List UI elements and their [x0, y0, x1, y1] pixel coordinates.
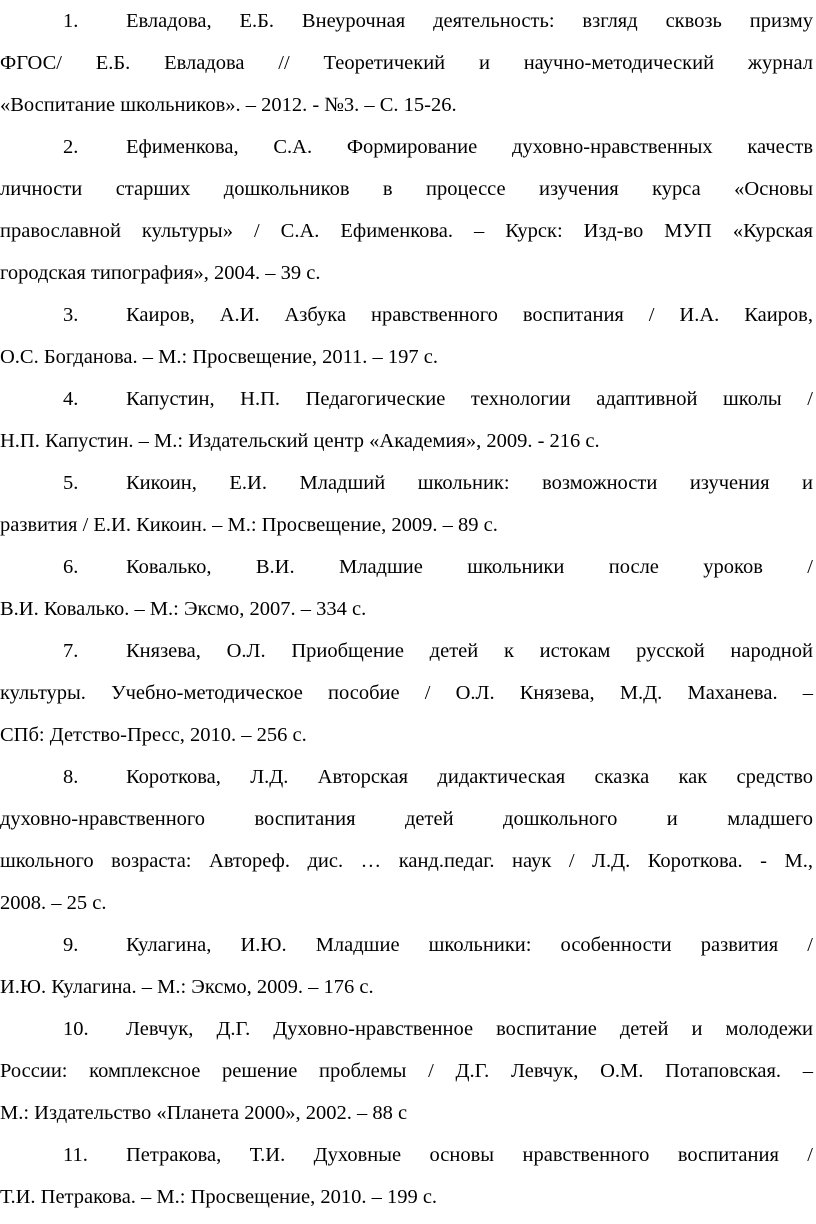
- reference-item: [0, 1008, 813, 1134]
- reference-item: [0, 630, 813, 756]
- reference-text: Петракова, Т.И. Духовные основы нравственного воспитания /: [126, 1144, 813, 1166]
- reference-line: О.С. Богданова. – М.: Просвещение, 2011. – 197 с.: [0, 346, 439, 368]
- reference-number: 7.: [63, 640, 79, 662]
- reference-line: школьного возраста: Автореф. дис. … канд.педаг. наук / Л.Д. Короткова. - М.,: [0, 850, 813, 872]
- reference-line: [0, 378, 813, 420]
- reference-text: Левчук, Д.Г. Духовно-нравственное воспитание детей и молодежи: [126, 1018, 813, 1040]
- reference-line: [0, 1134, 813, 1176]
- reference-line: культуры. Учебно-методическое пособие / О.Л. Князева, М.Д. Маханева. –: [0, 682, 813, 704]
- reference-number: 5.: [63, 472, 79, 494]
- reference-number: 4.: [63, 388, 79, 410]
- reference-item: [0, 1134, 813, 1218]
- reference-text: Ефименкова, С.А. Формирование духовно-нравственных качеств: [126, 136, 813, 158]
- reference-item: [0, 924, 813, 1008]
- reference-line: [0, 1008, 813, 1050]
- reference-line: [0, 924, 813, 966]
- reference-line: СПб: Детство-Пресс, 2010. – 256 с.: [0, 724, 307, 746]
- reference-line: [0, 462, 813, 504]
- reference-line: «Воспитание школьников». – 2012. - №3. – С. 15-26.: [0, 94, 457, 116]
- reference-item: [0, 546, 813, 630]
- reference-text: Каиров, А.И. Азбука нравственного воспитания / И.А. Каиров,: [126, 304, 813, 326]
- reference-item: [0, 126, 813, 294]
- reference-text: Евладова, Е.Б. Внеурочная деятельность: взгляд сквозь призму: [126, 10, 813, 32]
- reference-line: М.: Издательство «Планета 2000», 2002. – 88 с: [0, 1102, 408, 1124]
- reference-line: И.Ю. Кулагина. – М.: Эксмо, 2009. – 176 с.: [0, 976, 374, 998]
- reference-line: [0, 546, 813, 588]
- reference-line: ФГОС/ Е.Б. Евладова // Теоретичекий и научно-методический журнал: [0, 52, 813, 74]
- reference-line: Т.И. Петракова. – М.: Просвещение, 2010. – 199 с.: [0, 1186, 438, 1208]
- reference-number: 9.: [63, 934, 79, 956]
- reference-line: [0, 0, 813, 42]
- reference-line: Н.П. Капустин. – М.: Издательский центр «Академия», 2009. - 216 с.: [0, 430, 600, 452]
- reference-number: 10.: [63, 1018, 89, 1040]
- reference-line: православной культуры» / С.А. Ефименкова. – Курск: Изд-во МУП «Курская: [0, 220, 813, 242]
- reference-line: городская типография», 2004. – 39 с.: [0, 262, 321, 284]
- reference-line: развития / Е.И. Кикоин. – М.: Просвещение, 2009. – 89 с.: [0, 514, 498, 536]
- reference-item: [0, 294, 813, 378]
- reference-text: Ковалько, В.И. Младшие школьники после уроков /: [126, 556, 813, 578]
- reference-line: [0, 756, 813, 798]
- reference-number: 8.: [63, 766, 79, 788]
- reference-text: Князева, О.Л. Приобщение детей к истокам русской народной: [126, 640, 813, 662]
- reference-text: Капустин, Н.П. Педагогические технологии адаптивной школы /: [126, 388, 813, 410]
- reference-line: личности старших дошкольников в процессе изучения курса «Основы: [0, 178, 813, 200]
- reference-line: [0, 630, 813, 672]
- reference-number: 1.: [63, 10, 79, 32]
- reference-item: [0, 378, 813, 462]
- reference-number: 11.: [63, 1144, 88, 1166]
- reference-item: [0, 0, 813, 126]
- reference-number: 2.: [63, 136, 79, 158]
- reference-line: России: комплексное решение проблемы / Д.Г. Левчук, О.М. Потаповская. –: [0, 1060, 813, 1082]
- reference-line: духовно-нравственного воспитания детей дошкольного и младшего: [0, 808, 813, 830]
- reference-line: [0, 126, 813, 168]
- reference-line: 2008. – 25 с.: [0, 892, 107, 914]
- reference-number: 6.: [63, 556, 79, 578]
- reference-text: Короткова, Л.Д. Авторская дидактическая сказка как средство: [126, 766, 813, 788]
- reference-line: [0, 294, 813, 336]
- reference-number: 3.: [63, 304, 79, 326]
- reference-line: В.И. Ковалько. – М.: Эксмо, 2007. – 334 с.: [0, 598, 367, 620]
- reference-item: [0, 462, 813, 546]
- reference-text: Кулагина, И.Ю. Младшие школьники: особенности развития /: [126, 934, 813, 956]
- reference-item: [0, 756, 813, 924]
- reference-text: Кикоин, Е.И. Младший школьник: возможности изучения и: [126, 472, 813, 494]
